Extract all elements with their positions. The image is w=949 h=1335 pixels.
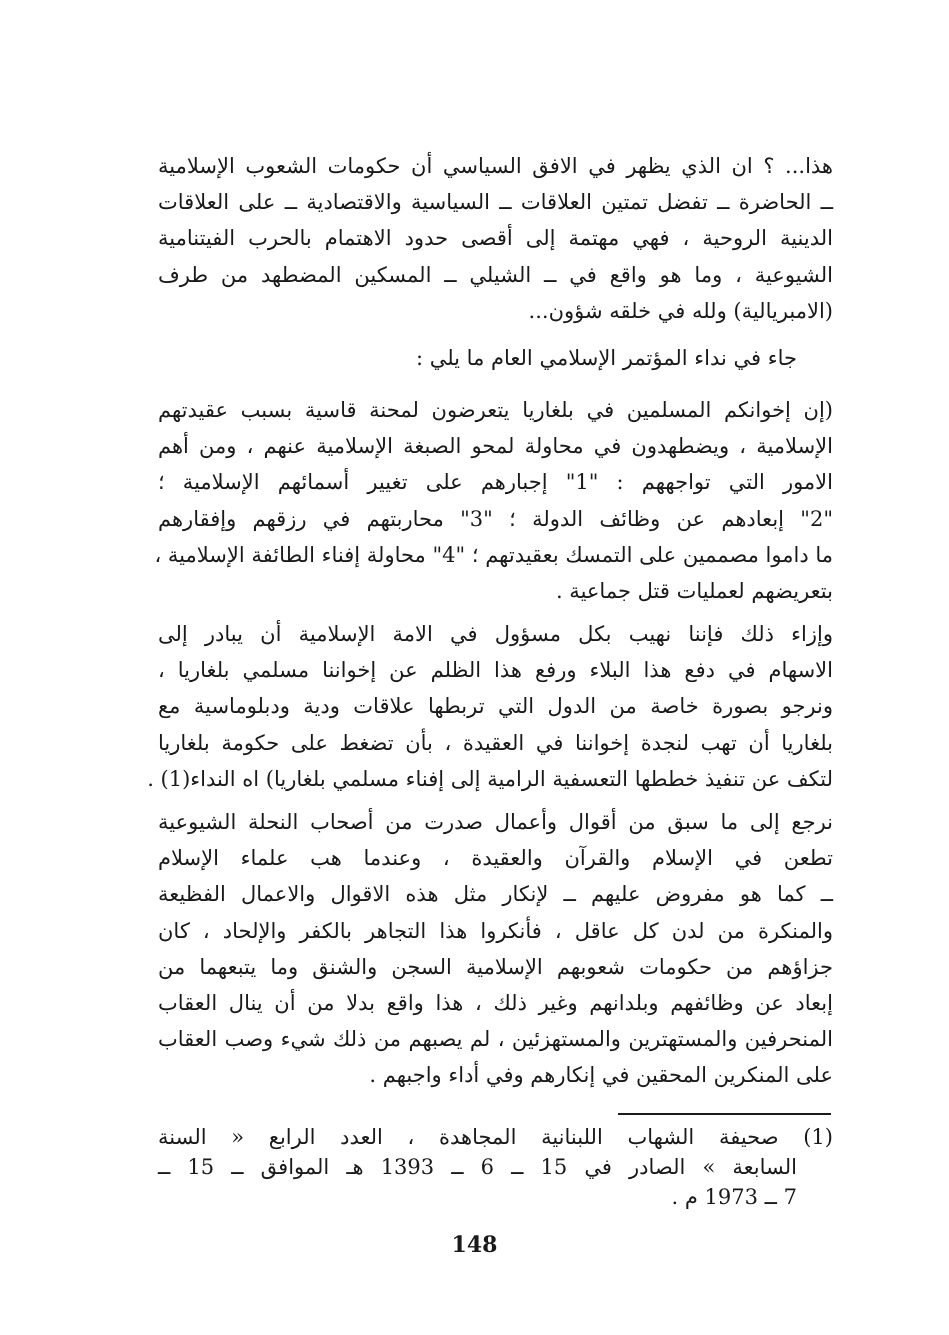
paragraph-3-quote [154,392,833,609]
paragraph-5 [158,804,833,1094]
text-line: هذا... ؟ ان الذي يظهر في الافق السياسي أن حكومات الشعوب الإسلامية [158,154,833,178]
text-line: تطعن في الإسلام والقرآن والعقيدة ، وعندما هب علماء الإسلام [158,846,833,871]
text-line: وإزاء ذلك فإننا نهيب بكل مسؤول في الامة الإسلامية أن يبادر إلى [158,622,833,646]
text-line: الشيوعية ، وما هو واقع في ــ الشيلي ــ المسكين المضطهد من طرف [158,262,833,287]
text-line: بتعريضهم لعمليات قتل جماعية . [555,579,833,604]
text-line: الامور التي تواجههم : "1" إجبارهم على تغيير أسمائهم الإسلامية ؛ [158,470,833,495]
text-line: ما داموا مصممين على التمسك بعقيدتهم ؛ "4" محاولة إفناء الطائفة الإسلامية ، [154,542,833,567]
text-line: ونرجو بصورة خاصة من الدول التي تربطها علاقات ودية ودبلوماسية مع [158,694,833,719]
text-line: (إن إخوانكم المسلمين في بلغاريا يتعرضون لمحنة قاسية بسبب عقيدتهم [158,398,833,422]
text-line: المنحرفين والمستهترين والمستهزئين ، لم يصبهم من ذلك شيء وصب العقاب [158,1027,833,1052]
text-line: نرجع إلى ما سبق من أقوال وأعمال صدرت من أصحاب النحلة الشيوعية [158,810,833,834]
footnote-divider [618,1113,831,1115]
text-line: لتكف عن تنفيذ خططها التعسفية الرامية إلى إفناء مسلمي بلغاريا) اه النداء(1) . [147,766,833,791]
text-line: على المنكرين المحقين في إنكارهم وفي أداء واجبهم . [369,1063,833,1088]
text-line: ــ كما هو مفروض عليهم ــ لإنكار مثل هذه الاقوال والاعمال الفظيعة [158,882,833,907]
page-number: 148 [451,1232,498,1258]
footnote-line: السابعة » الصادر في 15 ــ 6 ــ 1393 هـ الموافق ــ 15 ــ [158,1155,798,1179]
text-line: الإسلامية ، ويضطهدون في محاولة لمحو الصبغة الإسلامية عنهم ، ومن أهم [158,434,833,459]
paragraph-4 [147,616,833,797]
text-line: (الامبريالية) ولله في خلقه شؤون... [528,298,833,323]
text-line: إبعاد عن وظائفهم وبلدانهم وغير ذلك ، هذا واقع بدلا من أن ينال العقاب [158,991,833,1016]
text-line: ــ الحاضرة ــ تفضل تمتين العلاقات ــ السياسية والاقتصادية ــ على العلاقات [158,190,833,215]
text-line: جاء في نداء المؤتمر الإسلامي العام ما يلي : [415,346,797,370]
text-line: الاسهام في دفع هذا البلاء ورفع هذا الظلم عن إخواننا مسلمي بلغاريا ، [158,658,833,683]
paragraph-1 [158,148,833,329]
paragraph-2 [158,340,833,376]
text-line: "2" إبعادهم عن وظائف الدولة ؛ "3" محاربتهم في رزقهم وإفقارهم [158,506,833,531]
footnote [158,1122,833,1212]
footnote-line: 7 ــ 1973 م . [671,1185,797,1209]
text-line: الدينية الروحية ، فهي مهتمة إلى أقصى حدود الاهتمام بالحرب الفيتنامية [158,226,833,251]
text-line: بلغاريا أن تهب لنجدة إخواننا في العقيدة ، بأن تضغط على حكومة بلغاريا [158,730,833,755]
text-line: جزاؤهم من حكومات شعوبهم الإسلامية السجن والشنق وما يتبعهما من [158,954,833,979]
text-line: والمنكرة من لدن كل عاقل ، فأنكروا هذا التجاهر بالكفر والإلحاد ، كان [158,918,833,943]
footnote-line: (1) صحيفة الشهاب اللبنانية المجاهدة ، العدد الرابع « السنة [158,1125,833,1149]
